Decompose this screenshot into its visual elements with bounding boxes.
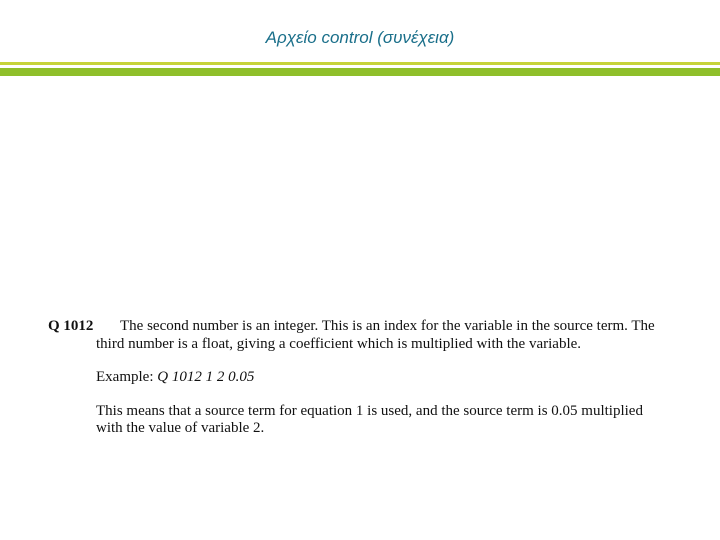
example-line bbox=[96, 369, 658, 387]
example-explanation: This means that a source term for equation 1 is used, and the source term is 0.05 multiplied with the value of variable 2. bbox=[96, 402, 643, 436]
header-divider-thin bbox=[0, 62, 720, 65]
header-divider-thick bbox=[0, 68, 720, 76]
document-body bbox=[48, 318, 658, 438]
entry-description: The second number is an integer. This is an index for the variable in the source term. The third number is a float, giving a coefficient which is multiplied with the variable. bbox=[96, 318, 655, 352]
entry-code: Q 1012 bbox=[48, 318, 94, 334]
example-code: Q 1012 1 2 0.05 bbox=[157, 369, 255, 385]
example-label: Example: bbox=[96, 369, 158, 385]
slide-title: Αρχείο control (συνέχεια) bbox=[265, 28, 455, 47]
